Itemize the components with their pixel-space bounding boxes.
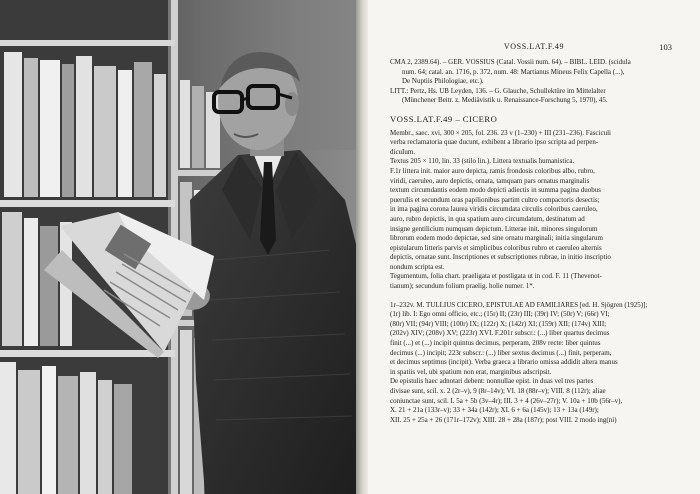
text-line: Tegumentum, folia chart. praeligata et postligata ut in cod. F. 11 (Thevenot- <box>390 272 602 281</box>
text-line: (202v) XIV; (208v) XV; (223r) XVI. F.201r subscr.: (...) liber quartus decimus <box>390 329 610 338</box>
section-heading: VOSS.LAT.F.49 – CICERO <box>390 113 498 124</box>
page-number: 103 <box>659 42 672 52</box>
text-line: pueruIis et secundum oras papilionibus partim cultro compactoris desectis; <box>390 195 600 204</box>
text-line: (1r) lib. I: Ego omni officio, etc.; (15r) II; (23r) III; (39r) IV; (50r) V; (66r) VI; <box>390 310 610 319</box>
text-line: in spatiis vel, ubi spatium non erat, marginibus adscripsit. <box>390 367 552 376</box>
text-line: De epistulis haec adnotari debent: nonnullae epist. in duas vel tres partes <box>390 377 594 386</box>
text-line: depictis, ornatae sunt. Inscriptiones et subscriptiones rubrae, in initio inscriptio <box>390 253 611 262</box>
text-line: decimus (...) incipit; 223r subscr.: (...) liber sextus decimus (...) finit, perperam, <box>390 348 612 357</box>
text-line: textum circumdantis eodem modo depicti adiectis in summa pagina duobus <box>390 186 601 195</box>
text-line: epistularum litteris parvis et simplicibus coloribus rubro et caeruleo alternis <box>390 243 602 252</box>
text-line: 1r–232v. M. TULLIUS CICERO, EPISTULAE AD FAMILIARES [ed. H. Sjögren (1925)]; <box>390 300 648 309</box>
text-line: De Nuptiis Philologiae, etc.). <box>402 77 484 86</box>
text-line: in ima pagina corona laurea viridis circumdata circulis coloribus caeruleo, <box>390 205 598 214</box>
text-page <box>368 0 700 494</box>
text-line: num. 64; catal. an. 1716, p. 372, num. 48: Martianus Mineus Felix Capella (...), <box>402 67 625 76</box>
text-line: insigne gentilicium numquam depictum. Litterae init. minores singulorum <box>390 224 598 233</box>
text-line: librorum eodem modo depictae, sed sine ornatu marginali; initia singularum <box>390 234 603 243</box>
text-line: viridi, caeruleo, auro depictis, ornata, tamquam pars ornatus marginalis <box>390 176 590 185</box>
text-line: dicuIum. <box>390 147 416 156</box>
page-body <box>390 58 672 425</box>
text-line: Textus 205 × 110, lin. 33 (stilo lin.). Littera textualis humanistica. <box>390 157 575 166</box>
text-line: XII. 25 + 25a + 26 (171r–172v); XIII. 28 + 28a (187r); post VIII. 2 modo ing(ni) <box>390 415 617 424</box>
text-line: CMA 2, 2389.64). – GER. VOSSIUS (Catal. Vossii num. 64). – BIBL. LEID. (scidula <box>390 58 631 66</box>
text-line: et decimus septimus (incipit). Verba graeca a librario omissa addidit altera manus <box>390 358 618 367</box>
text-line: verba reclamatoria quae ducunt, exhibent a librario ipso scripta ad perpen- <box>390 138 599 147</box>
text-line: tianum); secundum folium praelig. holie numer. 1*. <box>390 282 535 291</box>
text-line: divisae sunt, scil. x. 2 (2r–v), 9 (8r–14v); VI. 18 (88r–v); VIII. 8 (112r); aliae <box>390 387 606 395</box>
text-line: (Münchener Beitr. z. Mediävistik u. Renaissance-Forschung 5, 1970), 45. <box>402 96 608 105</box>
running-head: VOSS.LAT.F.49 <box>503 42 565 51</box>
text-line: nondum scripta est. <box>390 262 445 271</box>
text-line: (80r) VII; (94r) VIII; (100r) IX; (122r) X; (142r) XI; (159r) XII; (174v) XIII; <box>390 319 607 328</box>
text-line: Membr., saec. xvi, 300 × 205, fol. 236. 23 v (1–230) + III (231–236). Fasciculi <box>390 128 611 137</box>
text-line: LITT.: Pertz, Hs. UB Leyden, 136. – G. Glauche, Schullektüre im Mittelalter <box>390 86 606 95</box>
text-line: auro, rubro depictis, in qua spatium auro circumdatum, destinatum ad <box>390 214 585 223</box>
text-line: finit (...) et (...) incipit quintus decimus, perperam, 208v recte: liber quintus <box>390 339 601 348</box>
text-line: X. 21 + 21a (133r–v); 33 + 34a (142r); XI. 6 + 6a (145v); 13 + 13a (149r); <box>390 406 599 415</box>
text-line: coniunctae sunt, scil. I. 5a + 5b (3v–4r); III. 3 + 4 (26v–27r); V. 10a + 10b (56r–v), <box>390 396 623 405</box>
text-line: F.1r littera init. maior auro depicta, ramis frondosis coloribus albo, rubro, <box>390 166 595 175</box>
